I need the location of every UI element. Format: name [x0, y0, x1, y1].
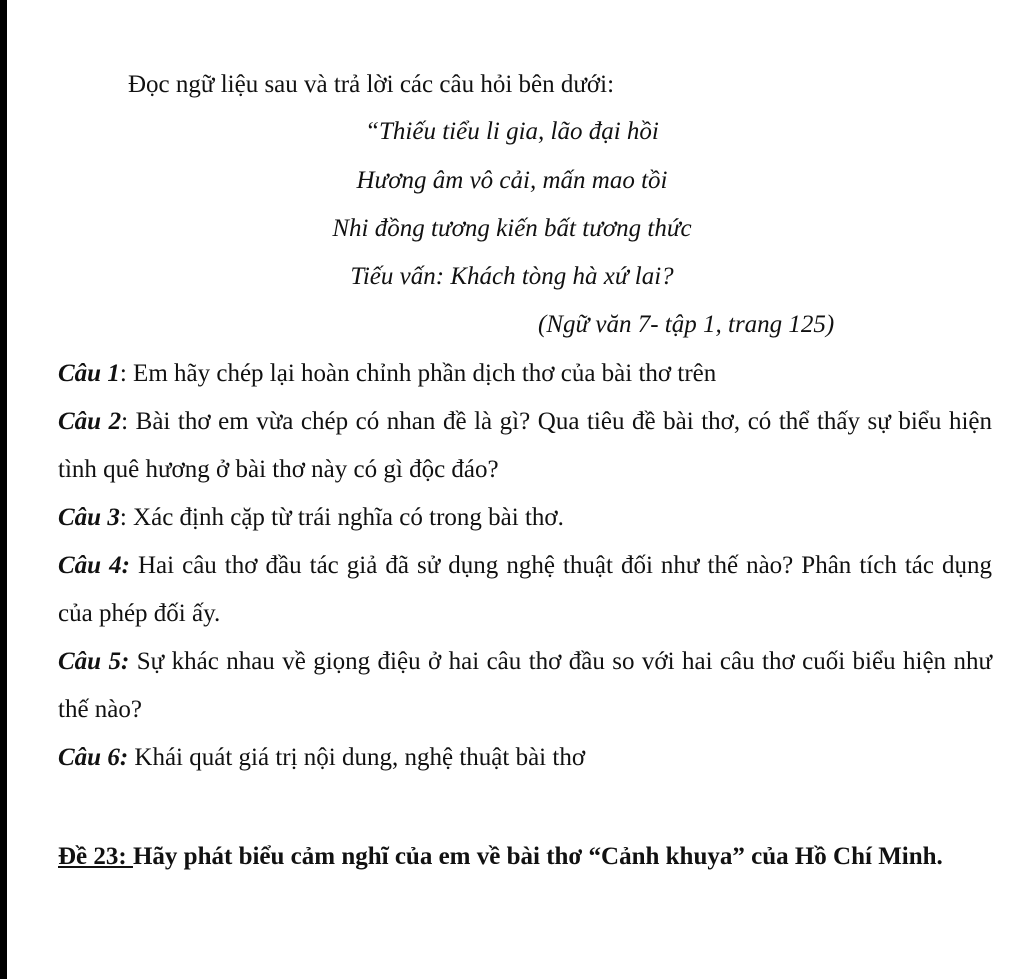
exercise-23	[58, 838, 992, 876]
question-1	[58, 350, 992, 398]
poem-line-4: Tiếu vấn: Khách tòng hà xứ lai?	[350, 263, 674, 290]
question-separator	[129, 648, 136, 675]
question-text: Khái quát giá trị nội dung, nghệ thuật bài thơ	[134, 744, 586, 771]
question-text: Em hãy chép lại hoàn chỉnh phần dịch thơ của bài thơ trên	[133, 360, 717, 387]
question-label: Câu 2	[58, 408, 122, 435]
exercise-text: Hãy phát biểu cảm nghĩ của em về bài thơ “Cảnh khuya” của Hồ Chí Minh.	[132, 843, 943, 870]
exercise-label: Đề 23:	[58, 843, 133, 870]
poem-line-1: “Thiếu tiểu li gia, lão đại hồi	[365, 118, 659, 145]
question-text: Sự khác nhau về giọng điệu ở hai câu thơ đầu so với hai câu thơ cuối biểu hiện như thế nào?	[58, 648, 993, 723]
question-separator: :	[119, 360, 134, 387]
question-2	[58, 398, 992, 494]
question-label: Câu 4:	[58, 552, 130, 579]
question-5	[58, 638, 992, 734]
question-label: Câu 5:	[58, 648, 130, 675]
question-text: Hai câu thơ đầu tác giả đã sử dụng nghệ thuật đối như thế nào? Phân tích tác dụng của phép đối ấy.	[58, 552, 993, 627]
question-text: Bài thơ em vừa chép có nhan đề là gì? Qua tiêu đề bài thơ, có thể thấy sự biểu hiện tình quê hương ở bài thơ này có gì độc đáo?	[58, 408, 992, 483]
intro-text: Đọc ngữ liệu sau và trả lời các câu hỏi bên dưới:	[128, 71, 615, 98]
poem-source: (Ngữ văn 7- tập 1, trang 125)	[538, 311, 835, 338]
question-separator: :	[121, 408, 136, 435]
question-separator	[130, 552, 138, 579]
question-label: Câu 6:	[58, 744, 129, 771]
question-label: Câu 1	[58, 360, 120, 387]
question-text: Xác định cặp từ trái nghĩa có trong bài thơ.	[133, 504, 564, 531]
poem-line-3: Nhi đồng tương kiến bất tương thức	[332, 215, 692, 242]
question-6	[58, 734, 992, 782]
question-4	[58, 542, 992, 638]
question-separator: :	[119, 504, 134, 531]
question-3	[58, 494, 992, 542]
poem-line-2: Hương âm vô cải, mấn mao tồi	[356, 167, 668, 194]
question-label: Câu 3	[58, 504, 120, 531]
